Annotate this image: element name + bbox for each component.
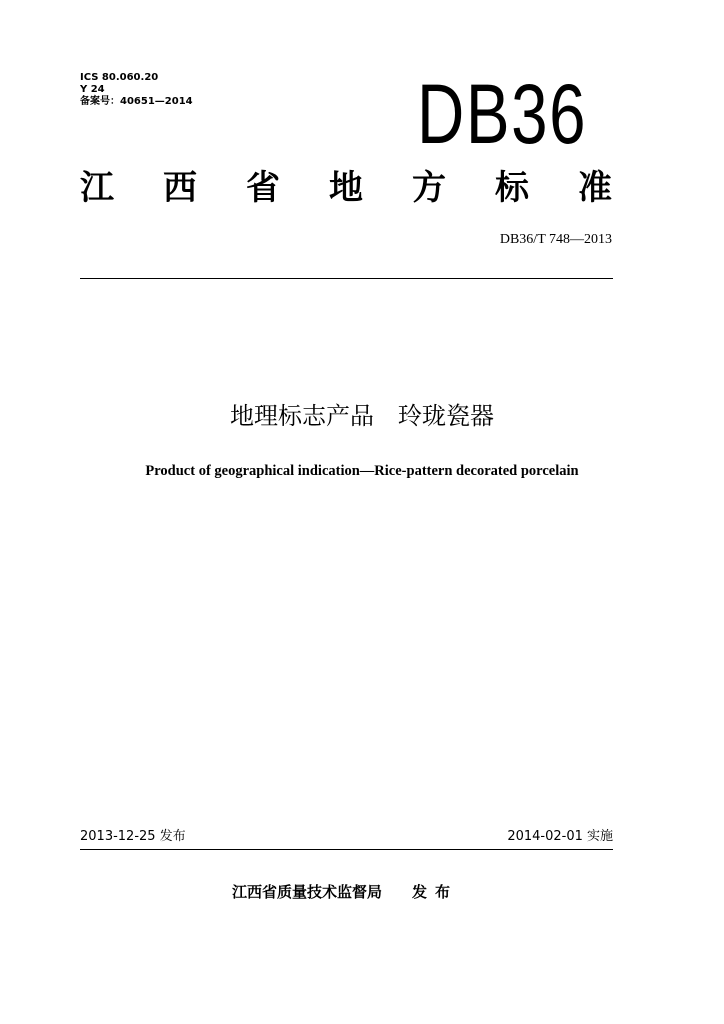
- standard-type-char: 省: [246, 168, 280, 208]
- standard-type-char: 标: [495, 168, 529, 208]
- standard-type-char: 地: [329, 168, 363, 208]
- db36-logo: DB36: [417, 67, 588, 161]
- title-english: Product of geographical indication—Rice-pattern decorated porcelain: [145, 463, 579, 479]
- ics-code: ICS 80.060.20: [80, 72, 159, 83]
- standard-type-char: 准: [578, 168, 612, 208]
- issuer-name: 江西省质量技术监督局: [232, 883, 383, 901]
- filing-number: 备案号：40651—2014: [80, 96, 193, 107]
- top-divider: [80, 278, 613, 279]
- standard-type-char: 江: [80, 168, 114, 208]
- implementation-date: 2014-02-01 实施: [507, 829, 613, 844]
- issue-date: 2013-12-25 发布: [80, 829, 186, 844]
- standard-number: DB36/T 748—2013: [499, 232, 612, 247]
- title-chinese: 地理标志产品 玲珑瓷器: [230, 402, 494, 430]
- standard-type-char: 方: [412, 168, 446, 208]
- standard-type-char: 西: [163, 168, 197, 208]
- standard-type-heading: [80, 166, 612, 210]
- issuer-suffix: 发布: [412, 883, 459, 901]
- issuer-line: [232, 882, 458, 902]
- header-metadata: [80, 72, 193, 108]
- bottom-divider: [80, 849, 613, 850]
- classification-code: Y 24: [80, 84, 105, 95]
